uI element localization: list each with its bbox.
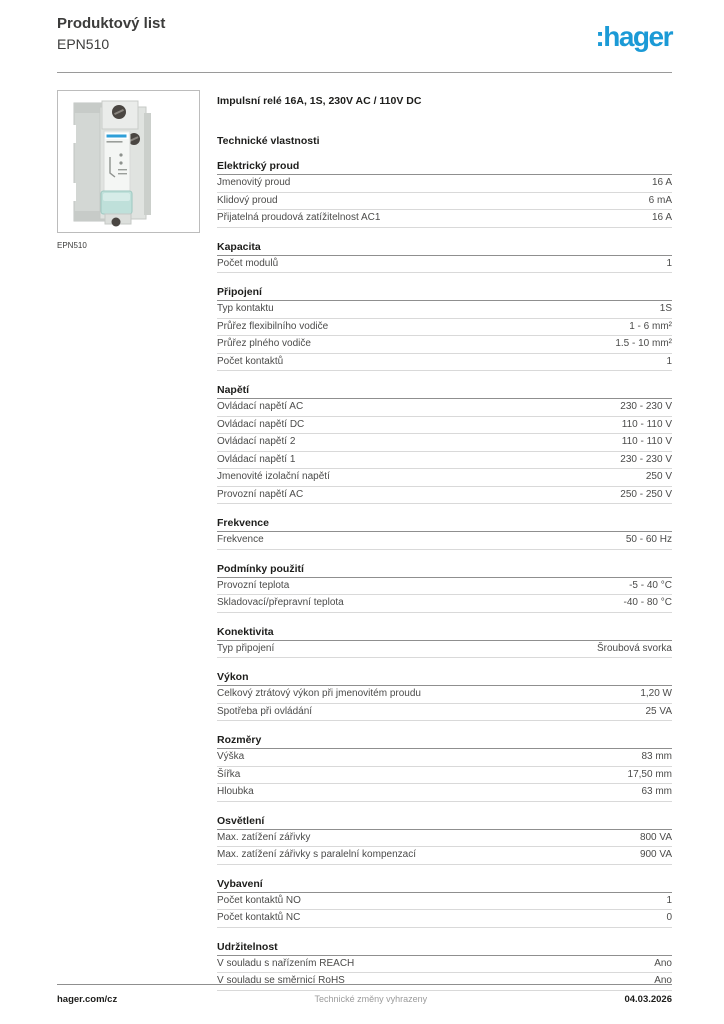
spec-section <box>217 878 672 928</box>
spec-row-value: 110 - 110 V <box>621 418 672 430</box>
spec-row-label: Spotřeba při ovládání <box>217 705 313 717</box>
spec-row-label: Počet modulů <box>217 257 279 269</box>
spec-row-value: 250 - 250 V <box>620 488 672 500</box>
spec-section <box>217 626 672 659</box>
spec-row <box>217 175 672 193</box>
spec-row <box>217 767 672 785</box>
spec-row-value: 50 - 60 Hz <box>625 534 672 545</box>
footer-disclaimer: Technické změny vyhrazeny <box>314 994 428 1004</box>
spec-row-value: Ano <box>654 975 672 986</box>
spec-rows <box>217 893 672 928</box>
spec-section <box>217 671 672 721</box>
spec-row <box>217 469 672 487</box>
spec-row <box>217 336 672 354</box>
spec-row-value: Ano <box>654 957 672 969</box>
spec-row-label: Průřez plného vodiče <box>217 338 311 349</box>
spec-section-title: Podmínky použití <box>217 563 672 578</box>
spec-row-value: 0 <box>666 912 672 923</box>
spec-row-value: 1,20 W <box>640 688 672 699</box>
spec-section-title: Výkon <box>217 671 672 686</box>
spec-rows <box>217 256 672 274</box>
spec-row-label: Ovládací napětí 1 <box>217 453 296 465</box>
spec-rows <box>217 532 672 550</box>
spec-row-label: Klidový proud <box>217 194 278 206</box>
spec-row <box>217 193 672 211</box>
spec-row-value: 230 - 230 V <box>620 401 672 412</box>
spec-rows <box>217 749 672 802</box>
spec-row-value: 25 VA <box>645 705 672 717</box>
hager-logo: :hager <box>595 21 672 52</box>
spec-row-label: Typ kontaktu <box>217 303 274 314</box>
spec-row <box>217 784 672 802</box>
spec-row <box>217 210 672 228</box>
spec-row <box>217 578 672 596</box>
spec-row-label: Výška <box>217 751 245 762</box>
spec-section-title: Napětí <box>217 384 672 399</box>
spec-row <box>217 434 672 452</box>
spec-row-value: 1 <box>666 257 672 269</box>
spec-row <box>217 704 672 722</box>
spec-row <box>217 749 672 767</box>
spec-section-title: Kapacita <box>217 241 672 256</box>
spec-row-label: Skladovací/přepravní teplota <box>217 597 344 608</box>
spec-row <box>217 354 672 372</box>
footer-website: hager.com/cz <box>57 994 118 1005</box>
spec-row-label: Jmenovitý proud <box>217 177 291 188</box>
spec-row <box>217 595 672 613</box>
spec-rows <box>217 830 672 865</box>
spec-row-label: Přijatelná proudová zatížitelnost AC1 <box>217 212 381 223</box>
spec-section-title: Frekvence <box>217 517 672 532</box>
spec-row <box>217 301 672 319</box>
spec-row-value: 230 - 230 V <box>620 453 672 465</box>
spec-section-title: Konektivita <box>217 626 672 641</box>
spec-row-label: Šířka <box>217 768 241 780</box>
spec-section <box>217 241 672 274</box>
spec-section <box>217 563 672 613</box>
spec-row <box>217 487 672 505</box>
product-image <box>58 91 199 232</box>
spec-section-title: Rozměry <box>217 734 672 749</box>
spec-rows <box>217 578 672 613</box>
spec-row-label: Typ připojení <box>217 642 275 654</box>
spec-row <box>217 910 672 928</box>
spec-row <box>217 452 672 470</box>
spec-row-value: 900 VA <box>639 849 672 860</box>
spec-row <box>217 256 672 274</box>
spec-section <box>217 517 672 550</box>
spec-row-value: 63 mm <box>641 786 672 797</box>
spec-row-value: Šroubová svorka <box>596 642 672 654</box>
spec-rows <box>217 399 672 504</box>
document-title: Produktový list <box>57 15 166 32</box>
spec-row-value: 16 A <box>651 212 672 223</box>
spec-section-title: Připojení <box>217 286 672 301</box>
spec-row-value: 6 mA <box>648 194 672 206</box>
spec-row-value: 83 mm <box>641 751 672 762</box>
spec-row-label: Celkový ztrátový výkon při jmenovitém proudu <box>217 688 421 699</box>
spec-section <box>217 734 672 802</box>
spec-row-value: 1 <box>666 355 672 367</box>
spec-row <box>217 532 672 550</box>
spec-section <box>217 286 672 371</box>
spec-row <box>217 417 672 435</box>
spec-row-value: 800 VA <box>639 831 672 843</box>
spec-row <box>217 847 672 865</box>
spec-row-label: Provozní teplota <box>217 579 290 591</box>
footer-date: 04.03.2026 <box>624 994 672 1005</box>
spec-row-label: V souladu s nařízením REACH <box>217 957 355 969</box>
spec-row-label: V souladu se směrnicí RoHS <box>217 975 345 986</box>
spec-rows <box>217 301 672 371</box>
spec-column <box>217 90 672 991</box>
spec-section-title: Elektrický proud <box>217 160 672 175</box>
spec-row-label: Ovládací napětí DC <box>217 418 305 430</box>
spec-row-value: 1 <box>666 894 672 906</box>
spec-row <box>217 956 672 974</box>
spec-row <box>217 686 672 704</box>
spec-rows <box>217 175 672 228</box>
spec-row-value: 16 A <box>651 177 672 188</box>
product-image-caption: EPN510 <box>57 241 87 250</box>
spec-row-label: Max. zatížení zářivky s paralelní kompenzací <box>217 849 416 860</box>
spec-row-label: Provozní napětí AC <box>217 488 304 500</box>
spec-row-label: Počet kontaktů <box>217 355 284 367</box>
spec-row-label: Jmenovité izolační napětí <box>217 471 330 482</box>
spec-row-label: Frekvence <box>217 534 264 545</box>
spec-section <box>217 384 672 504</box>
spec-row-label: Hloubka <box>217 786 254 797</box>
spec-row-label: Počet kontaktů NO <box>217 894 301 906</box>
spec-row-label: Ovládací napětí 2 <box>217 436 296 447</box>
spec-row-value: 250 V <box>645 471 672 482</box>
spec-row-value: 1S <box>659 303 672 314</box>
header-titles <box>57 15 165 52</box>
spec-row-value: 1 - 6 mm² <box>629 320 672 332</box>
spec-section-title: Udržitelnost <box>217 941 672 956</box>
spec-row-value: 17,50 mm <box>627 768 672 780</box>
spec-row-label: Počet kontaktů NC <box>217 912 301 923</box>
spec-section-title: Vybavení <box>217 878 672 893</box>
spec-rows <box>217 686 672 721</box>
spec-rows <box>217 641 672 659</box>
spec-row-label: Průřez flexibilního vodiče <box>217 320 329 332</box>
spec-row <box>217 319 672 337</box>
product-code: EPN510 <box>57 36 110 52</box>
product-image-frame <box>57 90 200 233</box>
spec-row-value: 1.5 - 10 mm² <box>615 338 672 349</box>
spec-row-label: Max. zatížení zářivky <box>217 831 311 843</box>
tech-properties-heading: Technické vlastnosti <box>217 135 320 147</box>
spec-section <box>217 160 672 228</box>
header-divider <box>57 72 672 73</box>
spec-row-label: Ovládací napětí AC <box>217 401 304 412</box>
spec-row-value: -40 - 80 °C <box>623 597 672 608</box>
spec-row <box>217 641 672 659</box>
page-footer <box>57 984 672 1005</box>
spec-row <box>217 399 672 417</box>
spec-sections <box>217 160 672 991</box>
spec-row <box>217 830 672 848</box>
main-content <box>57 90 672 991</box>
product-name: Impulsní relé 16A, 1S, 230V AC / 110V DC <box>217 95 422 107</box>
spec-section <box>217 941 672 991</box>
product-image-column <box>57 90 200 250</box>
page-header <box>57 15 672 52</box>
spec-section-title: Osvětlení <box>217 815 672 830</box>
spec-row <box>217 893 672 911</box>
spec-row-value: 110 - 110 V <box>621 436 672 447</box>
spec-section <box>217 815 672 865</box>
spec-row-value: -5 - 40 °C <box>629 579 672 591</box>
